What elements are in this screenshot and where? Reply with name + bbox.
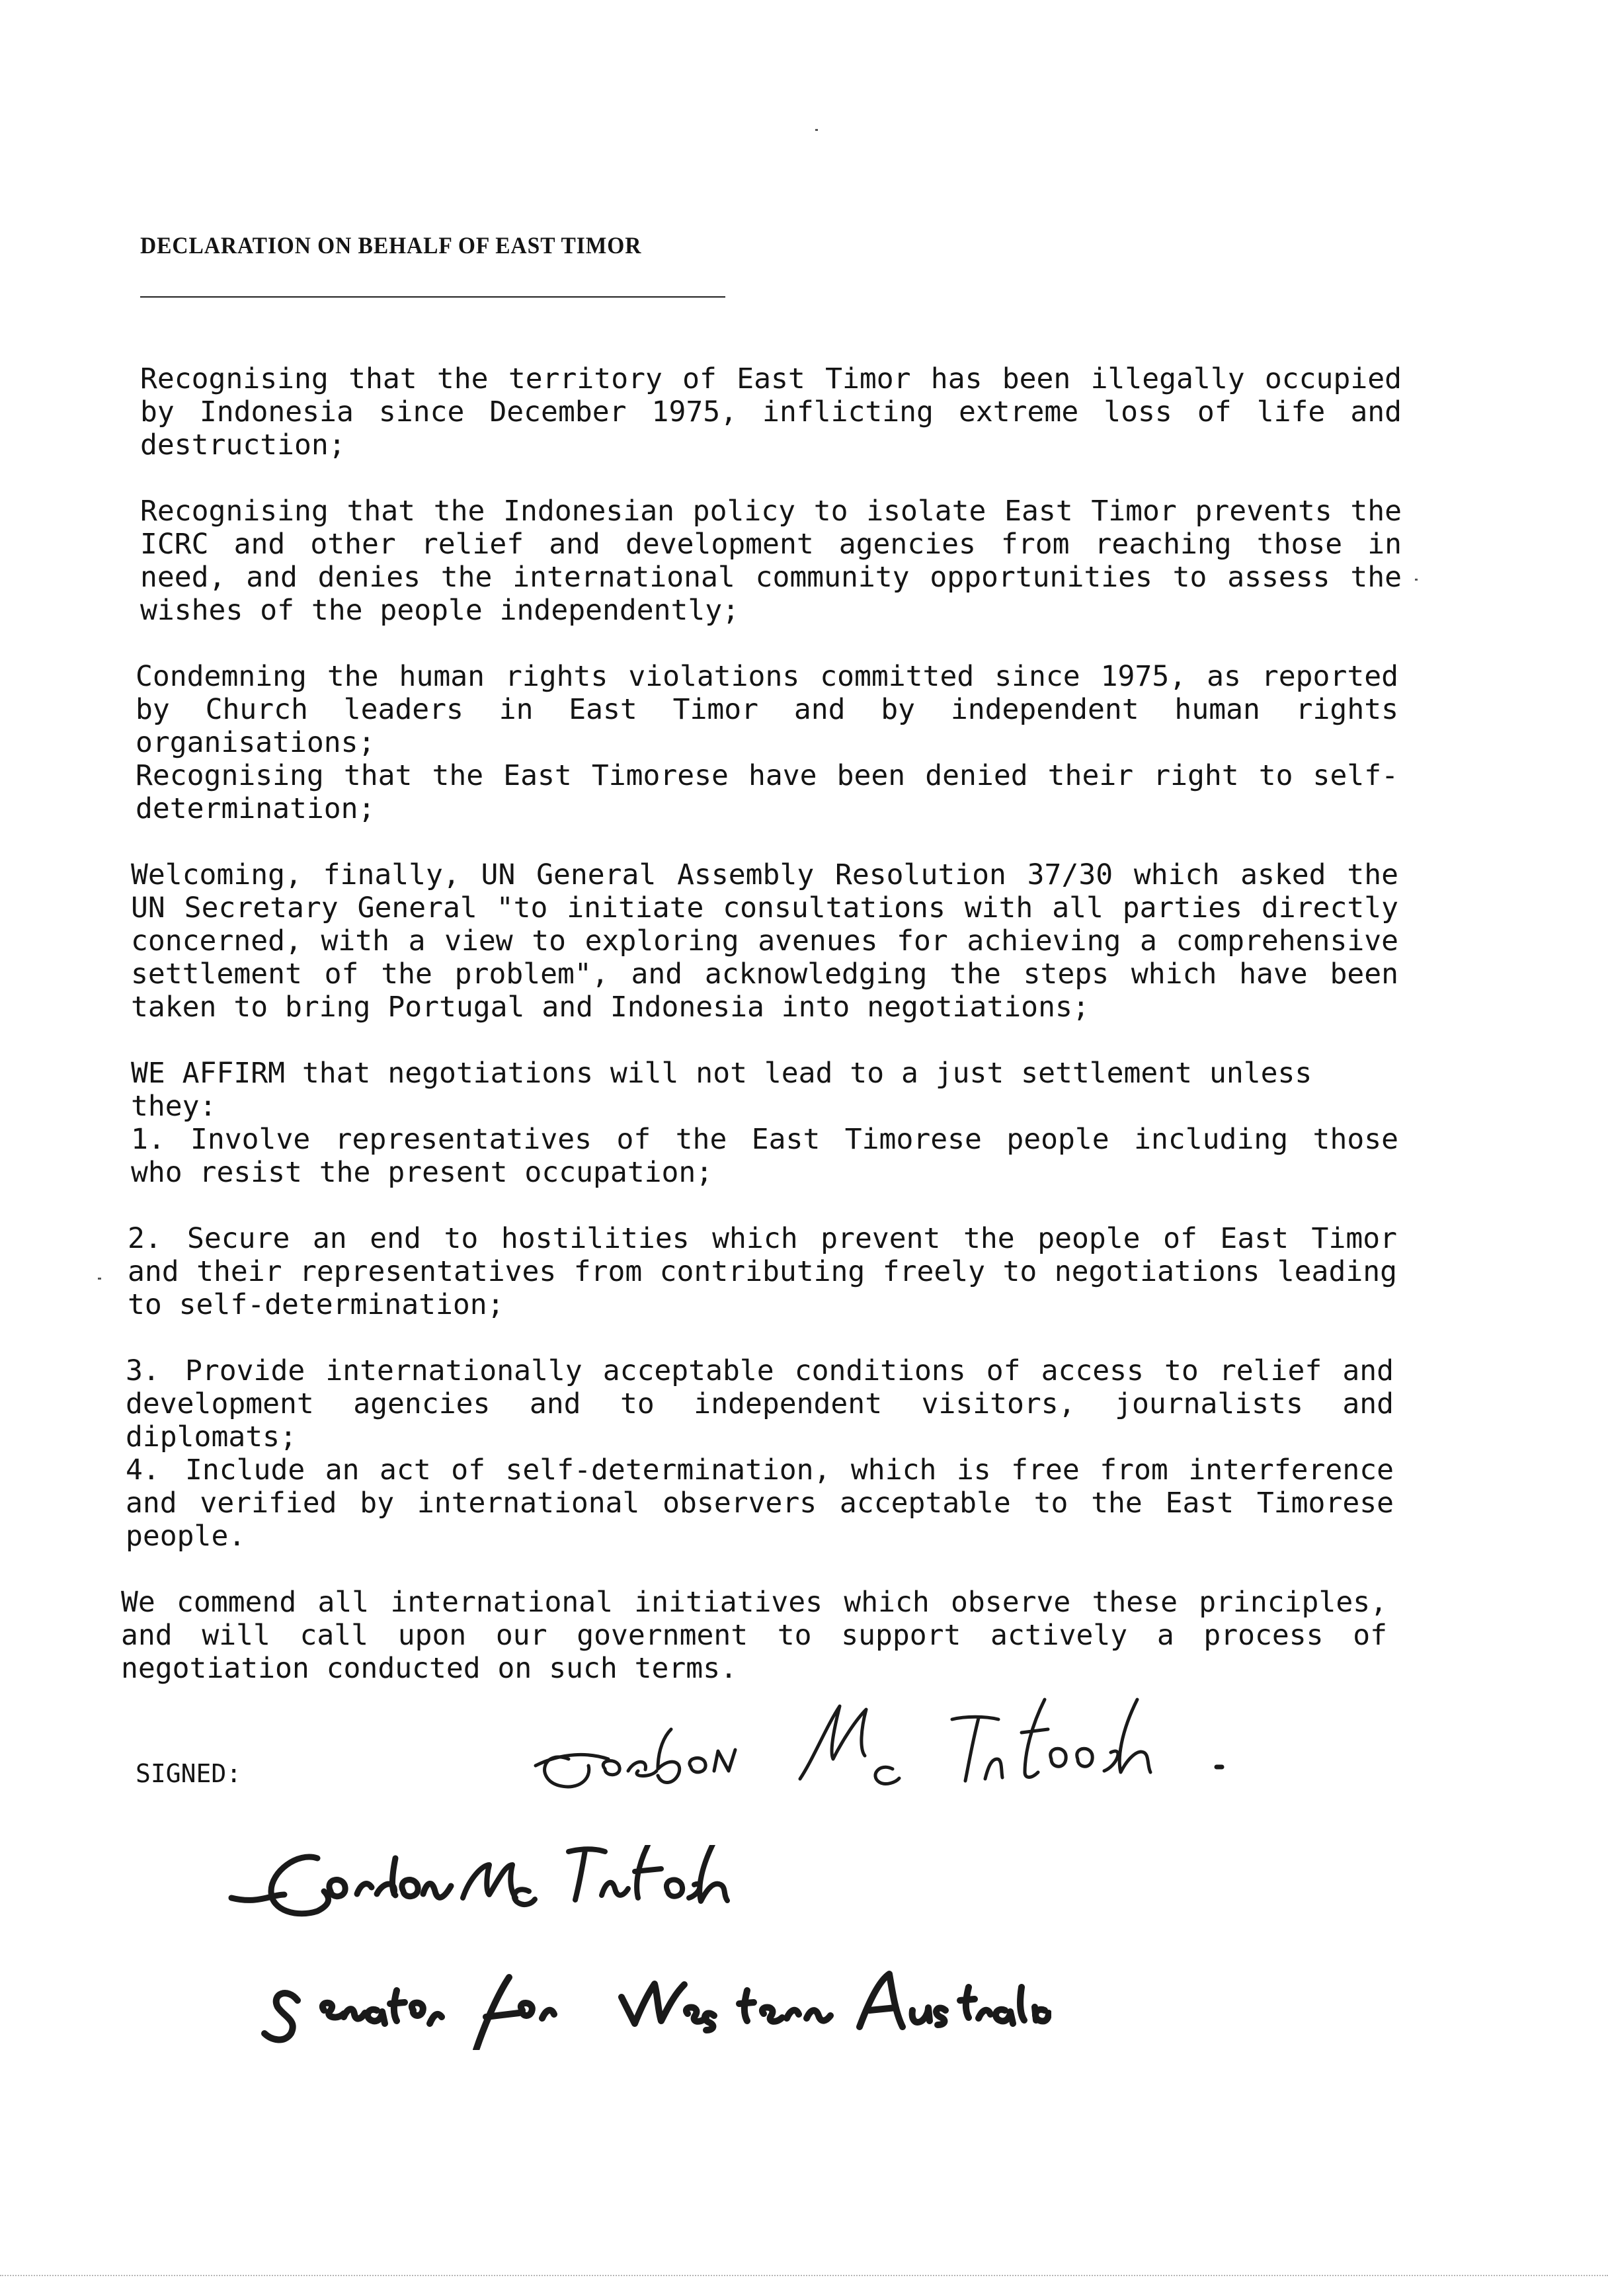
paragraph-isolation-policy: Recognising that the Indonesian policy to isolate East Timor prevents the ICRC and other relief and development agencies from reaching those in need, and denies the international community opportunities to assess the wishes of the people independently; [140, 495, 1402, 627]
title-underline [140, 296, 725, 298]
paragraph-un-resolution: Welcoming, finally, UN General Assembly Resolution 37/30 which asked the UN Secretary General "to initiate consultations with all parties directly concerned, with a view to exploring avenues for achieving a comprehensive settlement of the problem", and acknowledging the steps which have been taken to bring Portugal and Indonesia into negotiations; [131, 858, 1398, 1024]
condition-item-3 [126, 1354, 1394, 1454]
condition-number: 4. [126, 1454, 160, 1487]
scan-speck [815, 129, 818, 131]
condition-item-2 [128, 1222, 1397, 1321]
condition-item-1 [131, 1123, 1398, 1189]
paragraph-self-determination: Recognising that the East Timorese have been denied their right to self-determination; [136, 759, 1398, 825]
paragraph-occupation: Recognising that the territory of East Timor has been illegally occupied by Indonesia since December 1975, inflicting extreme loss of life and destruction; [140, 362, 1402, 462]
condition-text: Provide internationally acceptable conditions of access to relief and development agencies and to independent visitors, journalists and diplomats; [126, 1354, 1394, 1454]
condition-text: Secure an end to hostilities which prevent the people of East Timor and their representatives from contributing freely to negotiations leading to self-determination; [128, 1222, 1397, 1321]
handwritten-name [522, 1686, 1250, 1825]
signed-label: SIGNED: [136, 1759, 242, 1788]
condition-item-4 [126, 1454, 1394, 1553]
affirm-statement: WE AFFIRM that negotiations will not lead to a just settlement unless they: [131, 1057, 1312, 1123]
condition-text: Include an act of self-determination, which is free from interference and verified by international observers acceptable to the East Timorese people. [126, 1454, 1394, 1553]
scan-speck [1415, 579, 1418, 581]
condition-number: 3. [126, 1354, 160, 1387]
scan-edge-line [0, 2275, 1608, 2276]
paragraph-closing: We commend all international initiatives which observe these principles, and will call upon our government to support actively a process of negotiation conducted on such terms. [121, 1586, 1387, 1685]
signature [225, 1845, 1051, 2050]
condition-number: 1. [131, 1123, 165, 1156]
document-title: DECLARATION ON BEHALF OF EAST TIMOR [140, 232, 642, 259]
scan-speck [98, 1278, 101, 1280]
condition-text: Involve representatives of the East Timorese people including those who resist the present occupation; [131, 1123, 1398, 1189]
condition-number: 2. [128, 1222, 162, 1255]
paragraph-human-rights: Condemning the human rights violations committed since 1975, as reported by Church leaders in East Timor and by independent human rights organisations; [136, 660, 1398, 759]
